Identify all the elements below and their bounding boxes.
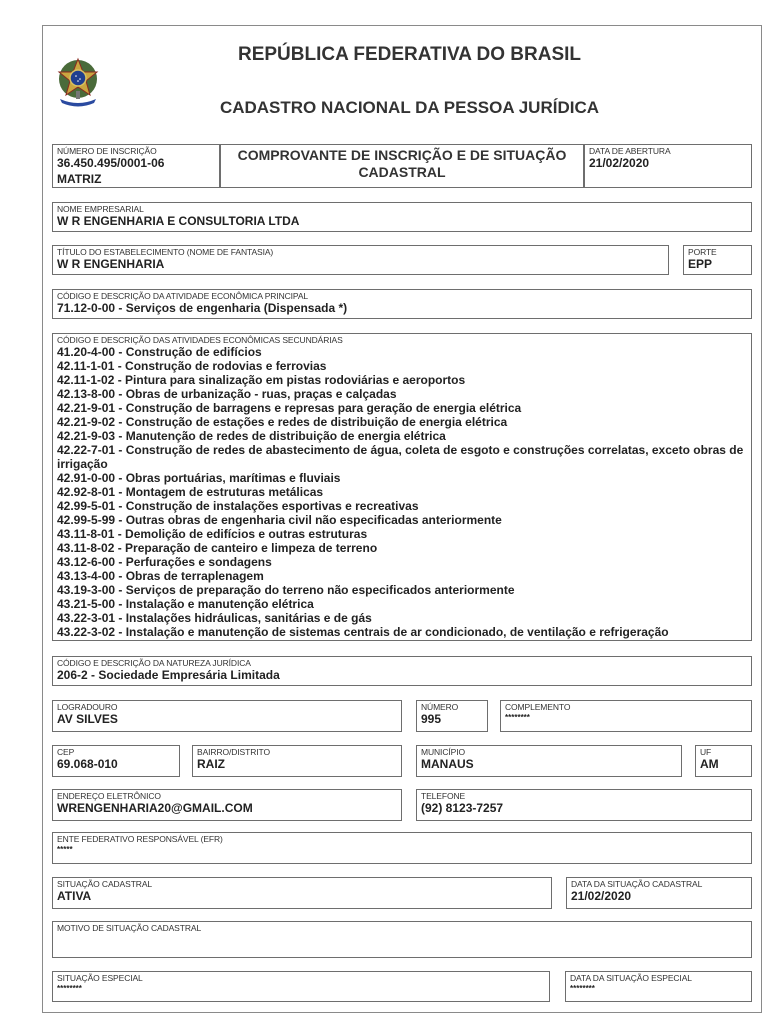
- data-abertura-value: 21/02/2020: [589, 156, 650, 170]
- logradouro-label: LOGRADOURO: [57, 702, 118, 712]
- cep-field: [52, 745, 180, 777]
- titulo-estabelecimento-field: [52, 245, 669, 275]
- municipio-value: MANAUS: [421, 757, 474, 771]
- bairro-value: RAIZ: [197, 757, 225, 771]
- numero-inscricao-label: NÚMERO DE INSCRIÇÃO: [57, 146, 157, 156]
- municipio-field: [416, 745, 682, 777]
- registry-heading: CADASTRO NACIONAL DA PESSOA JURÍDICA: [219, 98, 600, 117]
- situacao-cadastral-label: SITUAÇÃO CADASTRAL: [57, 879, 153, 889]
- atividade-principal-label: CÓDIGO E DESCRIÇÃO DA ATIVIDADE ECONÔMICA PRINCIPAL: [57, 291, 309, 301]
- atividade-principal-field: [52, 289, 752, 319]
- list-item: 42.21-9-01 - Construção de barragens e represas para geração de energia elétrica: [57, 401, 522, 415]
- list-item: 42.13-8-00 - Obras de urbanização - ruas, praças e calçadas: [57, 387, 397, 401]
- list-item: 42.21-9-02 - Construção de estações e redes de distribuição de energia elétrica: [57, 415, 508, 429]
- motivo-situacao-label: MOTIVO DE SITUAÇÃO CADASTRAL: [57, 923, 202, 933]
- complemento-field: [500, 700, 752, 732]
- numero-field: [416, 700, 488, 732]
- uf-label: UF: [700, 747, 712, 757]
- list-item: 43.21-5-00 - Instalação e manutenção elétrica: [57, 597, 314, 611]
- email-field: [52, 789, 402, 821]
- nome-empresarial-field: [52, 202, 752, 232]
- atividades-secundarias-label: CÓDIGO E DESCRIÇÃO DAS ATIVIDADES ECONÔMICAS SECUNDÁRIAS: [57, 335, 343, 345]
- data-situacao-cadastral-label: DATA DA SITUAÇÃO CADASTRAL: [571, 879, 703, 889]
- telefone-value: (92) 8123-7257: [421, 801, 504, 815]
- titulo-estabelecimento-label: TÍTULO DO ESTABELECIMENTO (NOME DE FANTASIA): [57, 247, 274, 257]
- list-item: 43.22-3-01 - Instalações hidráulicas, sanitárias e de gás: [57, 611, 372, 625]
- list-item: 43.11-8-02 - Preparação de canteiro e limpeza de terreno: [57, 541, 378, 555]
- porte-value: EPP: [688, 257, 713, 271]
- list-item: 42.22-7-01 - Construção de redes de abastecimento de água, coleta de esgoto e construções correlatas, exceto obras de irrigação: [57, 443, 744, 471]
- uf-value: AM: [700, 757, 719, 771]
- list-item: 43.19-3-00 - Serviços de preparação do terreno não especificados anteriormente: [57, 583, 515, 597]
- porte-field: [683, 245, 752, 275]
- natureza-juridica-label: CÓDIGO E DESCRIÇÃO DA NATUREZA JURÍDICA: [57, 658, 251, 668]
- list-item: 43.12-6-00 - Perfurações e sondagens: [57, 555, 272, 569]
- nome-empresarial-value: W R ENGENHARIA E CONSULTORIA LTDA: [57, 214, 300, 228]
- natureza-juridica-value: 206-2 - Sociedade Empresária Limitada: [57, 668, 280, 682]
- complemento-label: COMPLEMENTO: [505, 702, 571, 712]
- motivo-situacao-field: [52, 921, 752, 958]
- logradouro-value: AV SILVES: [57, 712, 118, 726]
- situacao-cadastral-value: ATIVA: [57, 889, 92, 903]
- complemento-value: ********: [505, 713, 530, 722]
- data-situacao-especial-value: ********: [570, 984, 595, 993]
- list-item: 43.22-3-02 - Instalação e manutenção de sistemas centrais de ar condicionado, de ventilação e refrigeração: [57, 625, 669, 639]
- situacao-cadastral-field: [52, 877, 552, 909]
- atividades-secundarias-list: [57, 345, 747, 639]
- data-situacao-cadastral-field: [566, 877, 752, 909]
- data-abertura-label: DATA DE ABERTURA: [589, 146, 671, 156]
- republic-heading: REPÚBLICA FEDERATIVA DO BRASIL: [237, 44, 582, 65]
- situacao-especial-label: SITUAÇÃO ESPECIAL: [57, 973, 143, 983]
- bairro-label: BAIRRO/DISTRITO: [197, 747, 270, 757]
- natureza-juridica-field: [52, 656, 752, 686]
- data-situacao-cadastral-value: 21/02/2020: [571, 889, 632, 903]
- list-item: 42.99-5-99 - Outras obras de engenharia civil não especificadas anteriormente: [57, 513, 502, 527]
- list-item: 42.21-9-03 - Manutenção de redes de distribuição de energia elétrica: [57, 429, 446, 443]
- email-value: WRENGENHARIA20@GMAIL.COM: [57, 801, 253, 815]
- cep-label: CEP: [57, 747, 75, 757]
- municipio-label: MUNICÍPIO: [421, 747, 465, 757]
- tipo-estabelecimento-value: MATRIZ: [57, 172, 102, 186]
- data-situacao-especial-label: DATA DA SITUAÇÃO ESPECIAL: [570, 973, 692, 983]
- situacao-especial-field: [52, 971, 550, 1002]
- atividade-principal-value: 71.12-0-00 - Serviços de engenharia (Dispensada *): [57, 301, 348, 315]
- list-item: 42.11-1-01 - Construção de rodovias e ferrovias: [57, 359, 327, 373]
- data-situacao-especial-field: [565, 971, 752, 1002]
- list-item: 42.92-8-01 - Montagem de estruturas metálicas: [57, 485, 324, 499]
- logradouro-field: [52, 700, 402, 732]
- list-item: 43.11-8-01 - Demolição de edifícios e outras estruturas: [57, 527, 368, 541]
- atividades-secundarias-field: [52, 333, 752, 641]
- list-item: 41.20-4-00 - Construção de edifícios: [57, 345, 262, 359]
- efr-value: *****: [57, 845, 73, 854]
- efr-label: ENTE FEDERATIVO RESPONSÁVEL (EFR): [57, 834, 223, 844]
- telefone-field: [416, 789, 752, 821]
- uf-field: [695, 745, 752, 777]
- bairro-field: [192, 745, 402, 777]
- numero-inscricao-field: [52, 144, 220, 188]
- cep-value: 69.068-010: [57, 757, 118, 771]
- data-abertura-field: [584, 144, 752, 188]
- list-item: 42.91-0-00 - Obras portuárias, marítimas e fluviais: [57, 471, 341, 485]
- email-label: ENDEREÇO ELETRÔNICO: [57, 791, 161, 801]
- efr-field: [52, 832, 752, 864]
- numero-inscricao-value: 36.450.495/0001-06: [57, 156, 165, 170]
- numero-label: NÚMERO: [421, 702, 459, 712]
- document-title: COMPROVANTE DE INSCRIÇÃO E DE SITUAÇÃO CADASTRAL: [220, 144, 584, 188]
- list-item: 42.99-5-01 - Construção de instalações esportivas e recreativas: [57, 499, 419, 513]
- list-item: 42.11-1-02 - Pintura para sinalização em pistas rodoviárias e aeroportos: [57, 373, 466, 387]
- nome-empresarial-label: NOME EMPRESARIAL: [57, 204, 144, 214]
- numero-value: 995: [421, 712, 442, 726]
- list-item: 43.13-4-00 - Obras de terraplenagem: [57, 569, 264, 583]
- titulo-estabelecimento-value: W R ENGENHARIA: [57, 257, 165, 271]
- porte-label: PORTE: [688, 247, 717, 257]
- telefone-label: TELEFONE: [421, 791, 466, 801]
- situacao-especial-value: ********: [57, 984, 82, 993]
